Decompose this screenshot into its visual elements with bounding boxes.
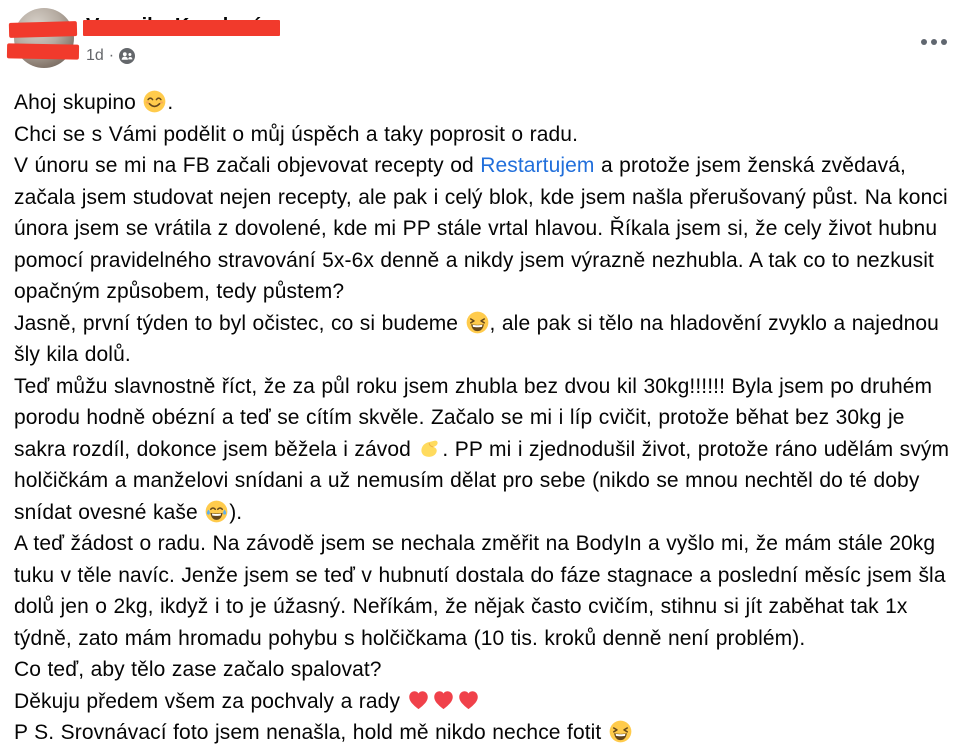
tears-of-joy-emoji xyxy=(205,500,228,523)
post-meta xyxy=(86,46,135,66)
post-paragraph xyxy=(14,308,958,371)
post-paragraph xyxy=(14,686,958,718)
post-text-segment: . PP mi i zjednodušil život, protože ráno udělám svým holčičkám a manželovi snídani a už nemusím dělat pro sebe (nikdo se mnou nechtěl do té doby snídat ovesné kaše xyxy=(14,437,950,524)
post-text-segment: ). xyxy=(229,500,243,524)
post-paragraph xyxy=(14,654,958,686)
post-text-segment: Děkuju předem všem za pochvaly a rady xyxy=(14,689,407,713)
post-paragraph xyxy=(14,717,958,749)
post-text-segment: . xyxy=(167,91,174,114)
more-dot xyxy=(941,39,947,45)
red-heart-emoji xyxy=(407,689,430,712)
post-text-segment: Ahoj skupino xyxy=(14,91,143,114)
post-paragraph xyxy=(14,87,958,119)
post-text-segment: a protože jsem ženská zvědavá, začala jsem studovat nejen recepty, ale pak i celý blok, kde jsem našla přerušovaný půst. Na konci února jsem se vrátila z dovolené, kde mi PP stále vrtal hlavou. Říkala jsem si, že cely život hubnu pomocí pravidelného stravování 5x-6x denně a nikdy jsem výrazně nezhubla. A tak co to nezkusit opačným způsobem, tedy půstem? xyxy=(14,154,948,303)
red-heart-emoji xyxy=(457,689,480,712)
grinning-squint-emoji xyxy=(466,311,489,334)
avatar-redaction-stripe xyxy=(7,43,79,59)
avatar[interactable] xyxy=(14,8,74,68)
timestamp[interactable]: 1d xyxy=(86,47,104,64)
post-text-segment: Chci se s Vámi podělit o můj úspěch a taky poprosit o radu. xyxy=(14,122,579,146)
post-text-segment: Jasně, první týden to byl očistec, co si budeme xyxy=(14,311,465,335)
flexed-biceps-emoji xyxy=(418,437,441,460)
author-name-wrap xyxy=(86,13,263,39)
friends-icon xyxy=(119,48,135,64)
post-paragraph xyxy=(14,119,958,151)
more-dot xyxy=(921,39,927,45)
post-body xyxy=(14,87,958,749)
more-dot xyxy=(931,39,937,45)
name-redaction-bar xyxy=(83,20,280,36)
post-text-segment: Teď můžu slavnostně říct, že za půl roku jsem zhubla bez dvou kil 30kg!!!!!! Byla jsem po druhém porodu hodně obézní a teď se cítím skvěle. Začalo se mi i líp cvičit, protože běhat bez 30kg je sakra rozdíl, dokonce jsem běžela i závod xyxy=(14,374,933,461)
post-paragraph xyxy=(14,371,958,529)
post-text-segment: V únoru se mi na FB začali objevovat recepty od xyxy=(14,154,481,177)
avatar-redaction-stripe xyxy=(9,21,77,38)
post-link[interactable]: Restartujem xyxy=(480,154,595,177)
post-text-segment: , ale pak si tělo na hladovění zvyklo a najednou šly kila dolů. xyxy=(14,311,939,366)
meta-separator: · xyxy=(108,47,115,64)
smiling-face-emoji xyxy=(143,90,166,113)
post-header xyxy=(12,8,958,74)
red-heart-emoji xyxy=(432,689,455,712)
post-paragraph xyxy=(14,528,958,654)
post-text-segment: Co teď, aby tělo zase začalo spalovat? xyxy=(14,658,382,681)
post-paragraph xyxy=(14,150,958,308)
grinning-squint-emoji xyxy=(609,720,632,743)
post-text-segment: A teď žádost o radu. Na závodě jsem se nechala změřit na BodyIn a vyšlo mi, že mám stále 20kg tuku v těle navíc. Jenže jsem se teď v hubnutí dostala do fáze stagnace a poslední měsíc jsem šla dolů jen o 2kg, ikdyž i to je úžasný. Neříkám, že nějak často cvičím, stihnu si jít zaběhat tak 1x týdně, zato mám hromadu pohybu s holčičkama (10 tis. kroků denně není problém). xyxy=(14,532,946,650)
post-text-segment: P S. Srovnávací foto jsem nenašla, hold mě nikdo nechce fotit xyxy=(14,721,608,744)
more-options-icon[interactable] xyxy=(916,30,952,54)
